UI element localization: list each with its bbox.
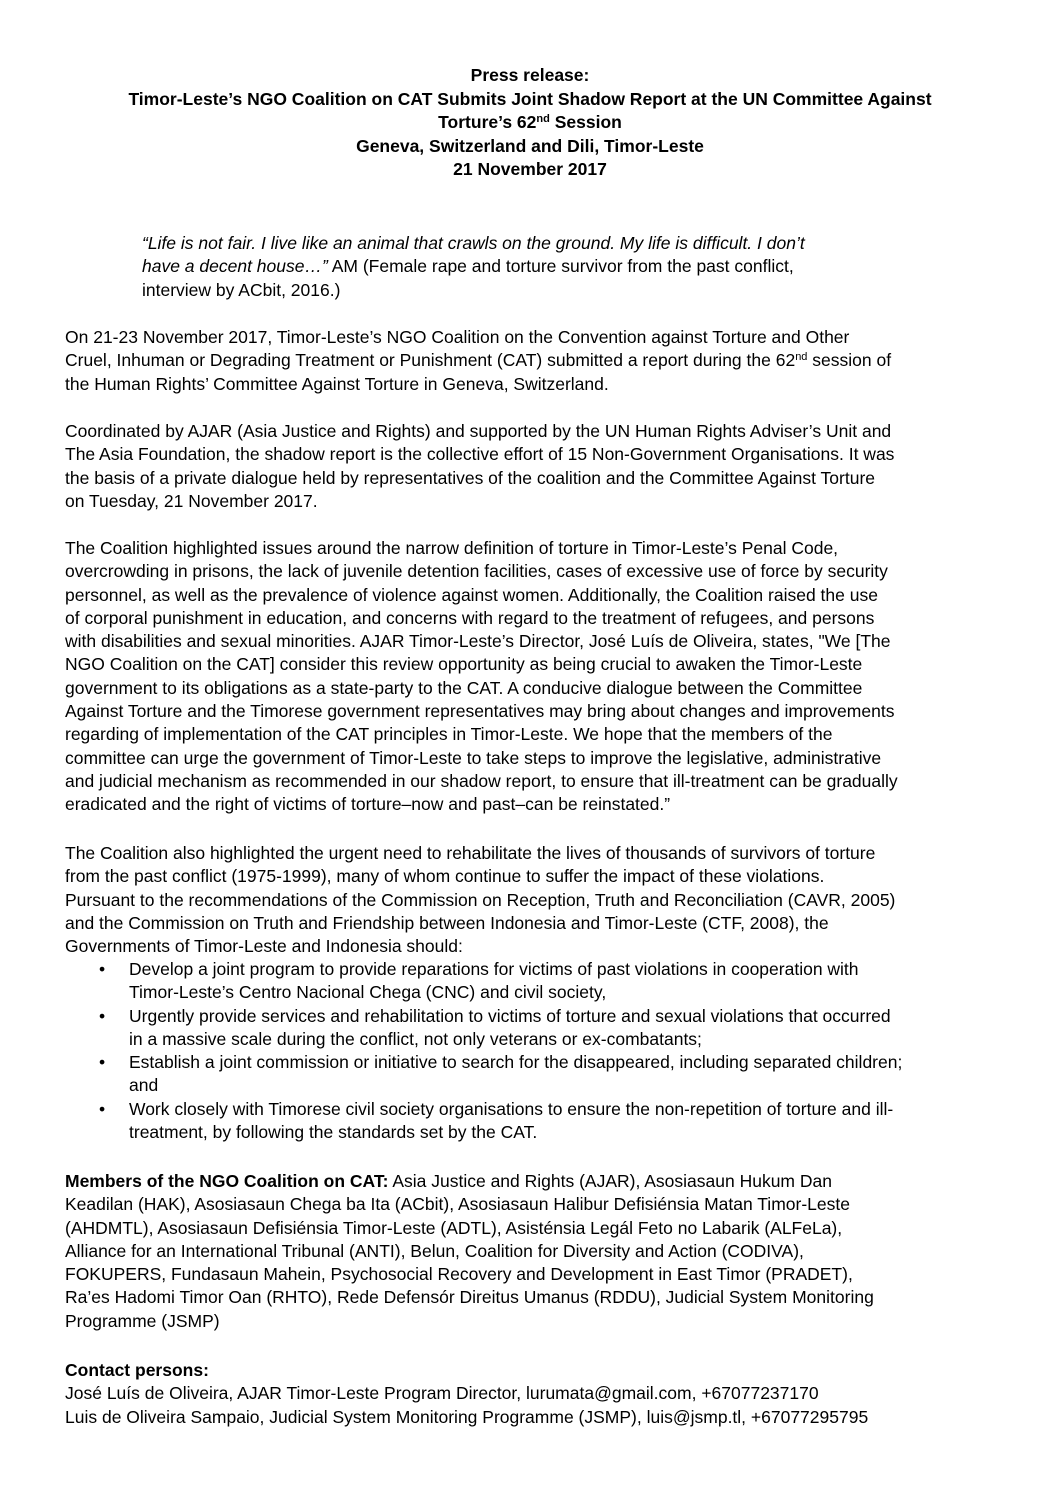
list-item: • Develop a joint program to provide reparations for victims of past violations in cooperation with Timor-Leste’s Centro Nacional Chega (CNC) and civil society, — [99, 959, 859, 1003]
coalition-members: Members of the NGO Coalition on CAT: Asia Justice and Rights (AJAR), Asosiasaun Hukum Dan Keadilan (HAK), Asosiasaun Chega ba Ita (ACbit), Asosiasaun Halibur Defisiénsia Matan Timor-Leste (AHDMTL), Asosiasaun Defisiénsia Timor-Leste (ADTL), Asisténsia Legál Feto no Labarik (ALFeLa), Alliance for an International Tribunal (ANTI), Belun, Coalition for Diversity and Action (CODIVA), FOKUPERS, Fundasaun Mahein, Psychosocial Recovery and Development in East Timor (PRADET), Ra’es Hadomi Timor Oan (RHTO), Rede Defensór Direitus Umanus (RDDU), Judicial System Monitoring Programme (JSMP) — [65, 1171, 874, 1331]
list-item: • Urgently provide services and rehabilitation to victims of torture and sexual violations that occurred in a massive scale during the conflict, not only veterans or ex-combatants; — [99, 1005, 891, 1049]
bullet-icon: • — [99, 1098, 106, 1119]
quote-text-line-1: “Life is not fair. I live like an animal that crawls on the ground. My life is difficult. I don’t — [142, 233, 805, 253]
header-date: 21 November 2017 — [453, 159, 607, 179]
survivor-quote — [142, 232, 942, 302]
bullet-icon: • — [99, 1005, 106, 1026]
header-title-line-1: Timor-Leste’s NGO Coalition on CAT Submits Joint Shadow Report at the UN Committee Against — [128, 88, 932, 109]
contacts-label: Contact persons: — [65, 1360, 209, 1380]
header-label: Press release: — [470, 65, 590, 85]
list-item: • Work closely with Timorese civil society organisations to ensure the non-repetition of torture and ill- treatment, by following the standards set by the CAT. — [99, 1098, 894, 1143]
quote-attribution-line-2: interview by ACbit, 2016.) — [142, 279, 341, 300]
header-title-line-2: Torture’s 62nd Session — [438, 112, 622, 132]
contact-line: José Luís de Oliveira, AJAR Timor-Leste Program Director, lurumata@gmail.com, +67077237170 — [65, 1383, 819, 1404]
list-item: • Establish a joint commission or initiative to search for the disappeared, including separated children; and — [99, 1052, 903, 1096]
paragraph-issues: The Coalition highlighted issues around the narrow definition of torture in Timor-Leste’s Penal Code, overcrowding in prisons, the lack of juvenile detention facilities, cases of excessive use of force by security personnel, as well as the prevalence of violence against women. Additionally, the Coalition raised the use of corporal punishment in education, and concerns with regard to the treatment of refugees, and persons with disabilities and sexual minorities. AJAR Timor-Leste’s Director, José Luís de Oliveira, states, "We [The NGO Coalition on the CAT] consider this review opportunity as being crucial to awaken the Timor-Leste government to its obligations as a state-party to the CAT. A conducive dialogue between the Committee Against Torture and the Timorese government representatives may bring about changes and improvements regarding of implementation of the CAT principles in Timor-Leste. We hope that the members of the committee can urge the government of Timor-Leste to take steps to improve the legislative, administrative and judicial mechanism as recommended in our shadow report, to ensure that ill-treatment can be gradually eradicated and the right of victims of torture–now and past–can be reinstated.” — [65, 538, 898, 815]
contact-line: Luis de Oliveira Sampaio, Judicial System Monitoring Programme (JSMP), luis@jsmp.tl, +67077295795 — [65, 1406, 869, 1427]
paragraph-coordination: Coordinated by AJAR (Asia Justice and Rights) and supported by the UN Human Rights Adviser’s Unit and The Asia Foundation, the shadow report is the collective effort of 15 Non-Government Organisations. It was the basis of a private dialogue held by representatives of the coalition and the Committee Against Torture on Tuesday, 21 November 2017. — [65, 421, 895, 511]
contact-persons — [65, 1359, 1005, 1429]
recommendations-list — [65, 958, 1005, 1144]
bullet-icon: • — [99, 959, 106, 979]
bullet-icon: • — [99, 1052, 106, 1073]
quote-attribution: AM (Female rape and torture survivor from the past conflict, — [327, 256, 794, 277]
press-release-header — [60, 64, 1000, 182]
quote-text-line-2: have a decent house…” — [142, 256, 328, 277]
paragraph-rehabilitation: The Coalition also highlighted the urgent need to rehabilitate the lives of thousands of survivors of torture from the past conflict (1975-1999), many of whom continue to suffer the impact of these violations. Pursuant to the recommendations of the Commission on Reception, Truth and Reconciliation (CAVR, 2005) and the Commission on Truth and Friendship between Indonesia and Timor-Leste (CTF, 2008), the Governments of Timor-Leste and Indonesia should: — [65, 843, 896, 957]
header-location: Geneva, Switzerland and Dili, Timor-Leste — [356, 135, 704, 156]
paragraph-submission: On 21-23 November 2017, Timor-Leste’s NGO Coalition on the Convention against Torture and Other Cruel, Inhuman or Degrading Treatment or Punishment (CAT) submitted a report during the 62nd session of the Human Rights’ Committee Against Torture in Geneva, Switzerland. — [65, 327, 892, 394]
members-label: Members of the NGO Coalition on CAT: — [65, 1171, 389, 1191]
